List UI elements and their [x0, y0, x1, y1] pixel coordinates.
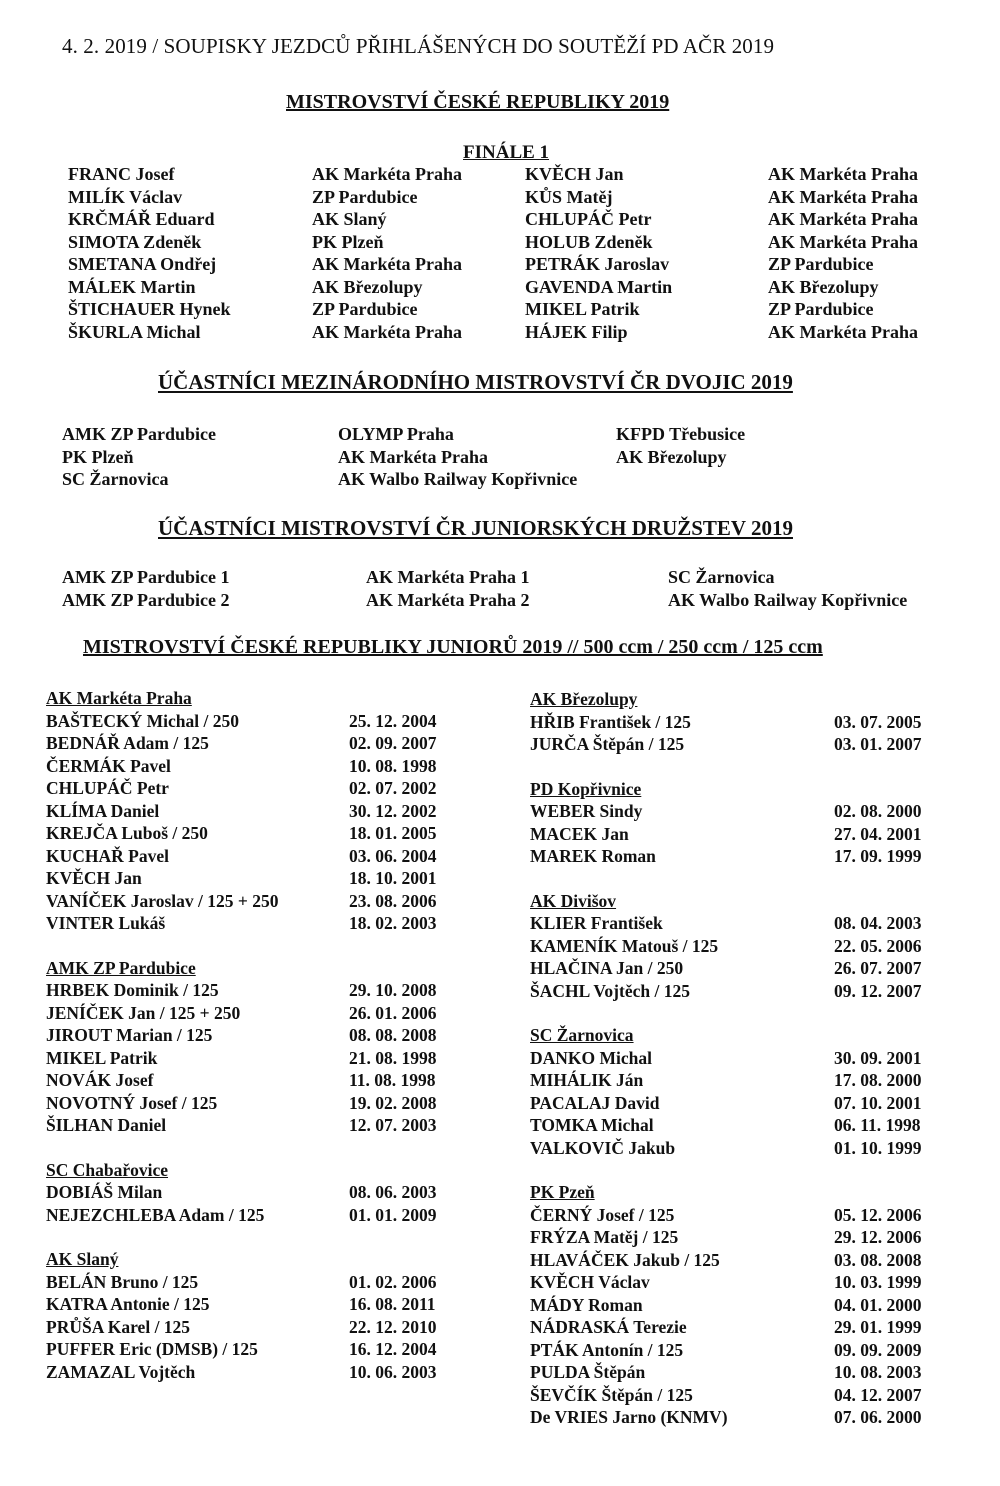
rider-name: MACEK Jan [530, 823, 629, 844]
rider-name: KVĚCH Václav [530, 1272, 650, 1292]
rider-birthdate: 06. 11. 1998 [834, 1115, 921, 1135]
rider-row [530, 1406, 950, 1429]
rider-name: VINTER Lukáš [46, 913, 166, 933]
rider-name: ČERMÁK Pavel [46, 755, 171, 776]
rider-name: SIMOTA Zdeněk [68, 231, 202, 252]
rider-name: KVĚCH Jan [525, 164, 624, 184]
rider-birthdate: 01. 02. 2006 [349, 1271, 437, 1292]
rider-birthdate: 03. 08. 2008 [834, 1249, 922, 1270]
rider-birthdate: 07. 06. 2000 [834, 1407, 922, 1427]
rider-birthdate: 04. 01. 2000 [834, 1294, 922, 1315]
rider-birthdate: 29. 01. 1999 [834, 1317, 922, 1337]
rider-birthdate: 21. 08. 1998 [349, 1047, 437, 1068]
rider-row [46, 1024, 466, 1047]
rider-birthdate: 30. 09. 2001 [834, 1047, 922, 1068]
rider-row [530, 1069, 950, 1092]
club-name: AK Markéta Praha [312, 164, 462, 184]
rider-row [46, 1271, 466, 1294]
juniors-left-column [46, 687, 466, 1383]
rider-row [46, 1181, 466, 1204]
rider-row [46, 710, 466, 733]
rider-row [530, 845, 950, 868]
rider-name: ŠILHAN Daniel [46, 1115, 167, 1135]
rider-name: BEDNÁŘ Adam / 125 [46, 733, 209, 753]
rider-name: HRBEK Dominik / 125 [46, 980, 219, 1000]
team-name: AMK ZP Pardubice 1 [62, 567, 230, 587]
club-name: ZP Pardubice [312, 299, 418, 319]
rider-birthdate: 02. 07. 2002 [349, 778, 437, 798]
rider-row [46, 890, 466, 913]
rider-name: KATRA Antonie / 125 [46, 1294, 210, 1314]
rider-name: NÁDRASKÁ Terezie [530, 1317, 687, 1337]
rider-row [530, 1226, 950, 1249]
rider-birthdate: 02. 08. 2000 [834, 801, 922, 821]
rider-name: ČERNÝ Josef / 125 [530, 1204, 675, 1225]
club-name: ZP Pardubice [768, 299, 874, 319]
club-heading: SC Žarnovica [530, 1025, 634, 1045]
rider-name: KAMENÍK Matouš / 125 [530, 935, 719, 956]
club-name: ZP Pardubice [312, 186, 418, 207]
finale-title: FINÁLE 1 [463, 142, 550, 163]
rider-name: GAVENDA Martin [525, 276, 673, 297]
rider-name: HÁJEK Filip [525, 321, 628, 342]
rider-name: MILÍK Václav [68, 186, 183, 207]
club-heading: AMK ZP Pardubice [46, 957, 196, 978]
club-name: ZP Pardubice [768, 254, 874, 274]
rider-row [530, 1361, 950, 1384]
rider-birthdate: 11. 08. 1998 [349, 1070, 436, 1090]
juniors-right-column [530, 688, 950, 1429]
club-heading: PK Pzeň [530, 1182, 595, 1202]
rider-birthdate: 19. 02. 2008 [349, 1092, 437, 1113]
club-name: AK Markéta Praha [768, 231, 918, 252]
rider-name: PUFFER Eric (DMSB) / 125 [46, 1339, 258, 1359]
rider-row [46, 800, 466, 823]
team-name: AMK ZP Pardubice 2 [62, 589, 230, 610]
rider-name: MIKEL Patrik [46, 1047, 158, 1068]
rider-birthdate: 17. 09. 1999 [834, 846, 922, 866]
team-name: AMK ZP Pardubice [62, 424, 216, 444]
rider-birthdate: 22. 05. 2006 [834, 935, 922, 956]
rider-name: JIROUT Marian / 125 [46, 1025, 213, 1045]
rider-name: NEJEZCHLEBA Adam / 125 [46, 1204, 265, 1225]
finale-right-names [525, 163, 672, 343]
rider-name: KLÍMA Daniel [46, 800, 160, 821]
rider-birthdate: 04. 12. 2007 [834, 1384, 922, 1405]
rider-row [46, 1204, 466, 1227]
druzstva-col-3 [668, 566, 907, 611]
rider-name: ŠKURLA Michal [68, 321, 201, 342]
finale-right-clubs [768, 163, 918, 343]
rider-name: DANKO Michal [530, 1047, 653, 1068]
druzstva-col-1 [62, 566, 230, 611]
rider-row [46, 845, 466, 868]
rider-birthdate: 10. 03. 1999 [834, 1272, 922, 1292]
club-name: AK Březolupy [312, 276, 423, 297]
team-name: AK Walbo Railway Kopřivnice [338, 469, 578, 489]
team-name: SC Žarnovica [668, 567, 775, 587]
rider-name: BELÁN Bruno / 125 [46, 1271, 199, 1292]
rider-name: FRÝZA Matěj / 125 [530, 1227, 679, 1247]
rider-name: HOLUB Zdeněk [525, 231, 653, 252]
rider-row [530, 1137, 950, 1160]
rider-name: CHLUPÁČ Petr [46, 778, 169, 798]
rider-birthdate: 23. 08. 2006 [349, 890, 437, 911]
rider-name: MÁDY Roman [530, 1294, 643, 1315]
rider-row [46, 755, 466, 778]
club-name: AK Březolupy [768, 276, 879, 297]
rider-name: ŠACHL Vojtěch / 125 [530, 980, 690, 1001]
club-name: PK Plzeň [312, 231, 384, 252]
rider-name: KUCHAŘ Pavel [46, 845, 169, 866]
club-heading: SC Chabařovice [46, 1159, 169, 1180]
rider-row [46, 1338, 466, 1361]
rider-row [46, 1047, 466, 1070]
rider-birthdate: 26. 07. 2007 [834, 958, 922, 978]
rider-name: KRČMÁŘ Eduard [68, 209, 215, 229]
rider-name: HŘIB František / 125 [530, 711, 691, 732]
rider-birthdate: 03. 01. 2007 [834, 734, 922, 754]
rider-birthdate: 18. 10. 2001 [349, 868, 437, 888]
rider-birthdate: 18. 01. 2005 [349, 823, 437, 843]
rider-name: WEBER Sindy [530, 801, 643, 821]
rider-name: KLIER František [530, 913, 663, 933]
rider-name: PETRÁK Jaroslav [525, 254, 670, 274]
team-name: PK Plzeň [62, 446, 134, 467]
rider-birthdate: 10. 06. 2003 [349, 1361, 437, 1382]
rider-row [46, 867, 466, 890]
rider-birthdate: 17. 08. 2000 [834, 1070, 922, 1090]
rider-row [530, 1294, 950, 1317]
rider-birthdate: 18. 02. 2003 [349, 913, 437, 933]
club-name: AK Markéta Praha [312, 321, 462, 342]
rider-birthdate: 29. 10. 2008 [349, 980, 437, 1000]
rider-row [46, 1092, 466, 1115]
rider-row [46, 1069, 466, 1092]
rider-row [46, 822, 466, 845]
rider-name: MIKEL Patrik [525, 299, 640, 319]
rider-name: PTÁK Antonín / 125 [530, 1339, 684, 1360]
rider-row [46, 912, 466, 935]
dvojic-col-2 [338, 423, 577, 491]
rider-row [46, 1361, 466, 1384]
rider-name: MAREK Roman [530, 846, 656, 866]
rider-row [530, 1384, 950, 1407]
rider-row [46, 1316, 466, 1339]
juniors-title: MISTROVSTVÍ ČESKÉ REPUBLIKY JUNIORŮ 2019 // 500 ccm / 250 ccm / 125 ccm [83, 636, 823, 658]
rider-birthdate: 08. 04. 2003 [834, 913, 922, 933]
team-name: AK Markéta Praha [338, 446, 488, 467]
team-name: OLYMP Praha [338, 424, 454, 444]
rider-birthdate: 10. 08. 1998 [349, 755, 437, 776]
rider-row [46, 979, 466, 1002]
rider-row [46, 1002, 466, 1025]
rider-name: CHLUPÁČ Petr [525, 209, 652, 229]
rider-birthdate: 30. 12. 2002 [349, 800, 437, 821]
rider-birthdate: 29. 12. 2006 [834, 1227, 922, 1247]
rider-name: ŠEVČÍK Štěpán / 125 [530, 1384, 693, 1405]
rider-name: PULDA Štěpán [530, 1362, 646, 1382]
rider-birthdate: 10. 08. 2003 [834, 1362, 922, 1382]
team-name: SC Žarnovica [62, 469, 169, 489]
rider-birthdate: 07. 10. 2001 [834, 1092, 922, 1113]
team-name: AK Walbo Railway Kopřivnice [668, 589, 908, 610]
druzstva-title: ÚČASTNÍCI MISTROVSTVÍ ČR JUNIORSKÝCH DRUŽSTEV 2019 [158, 516, 793, 540]
club-heading: AK Markéta Praha [46, 688, 192, 708]
rider-name: PRŮŠA Karel / 125 [46, 1316, 191, 1337]
team-name: AK Markéta Praha 1 [366, 567, 530, 587]
rider-row [530, 1249, 950, 1272]
rider-name: KŮS Matěj [525, 186, 613, 207]
rider-row [530, 957, 950, 980]
club-name: AK Markéta Praha [312, 254, 462, 274]
rider-name: MÁLEK Martin [68, 276, 196, 297]
finale-left-clubs [312, 163, 462, 343]
rider-name: SMETANA Ondřej [68, 254, 217, 274]
rider-name: FRANC Josef [68, 164, 175, 184]
rider-name: TOMKA Michal [530, 1115, 654, 1135]
rider-row [46, 732, 466, 755]
club-heading: PD Kopřivnice [530, 778, 642, 799]
druzstva-col-2 [366, 566, 529, 611]
team-name: KFPD Třebusice [616, 424, 746, 444]
rider-name: NOVOTNÝ Josef / 125 [46, 1092, 218, 1113]
club-name: AK Markéta Praha [768, 209, 918, 229]
rider-row [530, 1092, 950, 1115]
rider-birthdate: 08. 08. 2008 [349, 1025, 437, 1045]
rider-name: DOBIÁŠ Milan [46, 1182, 163, 1202]
rider-row [530, 733, 950, 756]
rider-birthdate: 03. 06. 2004 [349, 845, 437, 866]
rider-row [530, 1204, 950, 1227]
rider-birthdate: 12. 07. 2003 [349, 1115, 437, 1135]
rider-birthdate: 01. 10. 1999 [834, 1137, 922, 1158]
finale-left-names [68, 163, 231, 343]
rider-row [530, 1114, 950, 1137]
rider-birthdate: 03. 07. 2005 [834, 711, 922, 732]
rider-row [530, 912, 950, 935]
rider-birthdate: 16. 12. 2004 [349, 1339, 437, 1359]
rider-row [530, 980, 950, 1003]
rider-name: JENÍČEK Jan / 125 + 250 [46, 1002, 241, 1023]
rider-birthdate: 02. 09. 2007 [349, 733, 437, 753]
club-name: AK Markéta Praha [768, 164, 918, 184]
team-name: AK Březolupy [616, 446, 727, 467]
rider-birthdate: 27. 04. 2001 [834, 823, 922, 844]
club-heading: AK Březolupy [530, 689, 638, 709]
rider-birthdate: 26. 01. 2006 [349, 1002, 437, 1023]
rider-birthdate: 25. 12. 2004 [349, 710, 437, 731]
rider-name: NOVÁK Josef [46, 1070, 154, 1090]
rider-name: HLAČINA Jan / 250 [530, 958, 684, 978]
rider-birthdate: 08. 06. 2003 [349, 1182, 437, 1202]
dvojic-col-1 [62, 423, 216, 491]
rider-birthdate: 05. 12. 2006 [834, 1204, 922, 1225]
rider-birthdate: 16. 08. 2011 [349, 1294, 436, 1314]
rider-row [530, 1316, 950, 1339]
mcr-title: MISTROVSTVÍ ČESKÉ REPUBLIKY 2019 [286, 91, 670, 113]
dvojic-title: ÚČASTNÍCI MEZINÁRODNÍHO MISTROVSTVÍ ČR DVOJIC 2019 [158, 370, 793, 394]
rider-name: ŠTICHAUER Hynek [68, 299, 231, 319]
document-header: 4. 2. 2019 / SOUPISKY JEZDCŮ PŘIHLÁŠENÝCH DO SOUTĚŽÍ PD AČR 2019 [62, 34, 775, 58]
rider-name: PACALAJ David [530, 1092, 660, 1113]
rider-name: HLAVÁČEK Jakub / 125 [530, 1249, 720, 1270]
rider-row [46, 777, 466, 800]
dvojic-col-3 [616, 423, 745, 468]
rider-row [530, 1047, 950, 1070]
rider-name: VANÍČEK Jaroslav / 125 + 250 [46, 890, 279, 911]
rider-name: De VRIES Jarno (KNMV) [530, 1407, 728, 1427]
club-name: AK Markéta Praha [768, 186, 918, 207]
rider-birthdate: 09. 12. 2007 [834, 980, 922, 1001]
rider-name: ZAMAZAL Vojtěch [46, 1361, 196, 1382]
team-name: AK Markéta Praha 2 [366, 589, 530, 610]
club-heading: AK Slaný [46, 1249, 119, 1269]
rider-birthdate: 09. 09. 2009 [834, 1339, 922, 1360]
rider-birthdate: 22. 12. 2010 [349, 1316, 437, 1337]
rider-birthdate: 01. 01. 2009 [349, 1204, 437, 1225]
rider-name: KREJČA Luboš / 250 [46, 823, 208, 843]
rider-row [530, 935, 950, 958]
club-name: AK Markéta Praha [768, 321, 918, 342]
rider-row [530, 1271, 950, 1294]
rider-row [530, 1339, 950, 1362]
rider-name: MIHÁLIK Ján [530, 1070, 644, 1090]
rider-row [46, 1114, 466, 1137]
club-name: AK Slaný [312, 209, 387, 229]
rider-name: BAŠTECKÝ Michal / 250 [46, 710, 240, 731]
rider-row [46, 1293, 466, 1316]
rider-row [530, 823, 950, 846]
rider-row [530, 711, 950, 734]
rider-name: VALKOVIČ Jakub [530, 1137, 676, 1158]
rider-name: JURČA Štěpán / 125 [530, 734, 685, 754]
club-heading: AK Divišov [530, 890, 617, 911]
rider-name: KVĚCH Jan [46, 868, 142, 888]
rider-row [530, 800, 950, 823]
